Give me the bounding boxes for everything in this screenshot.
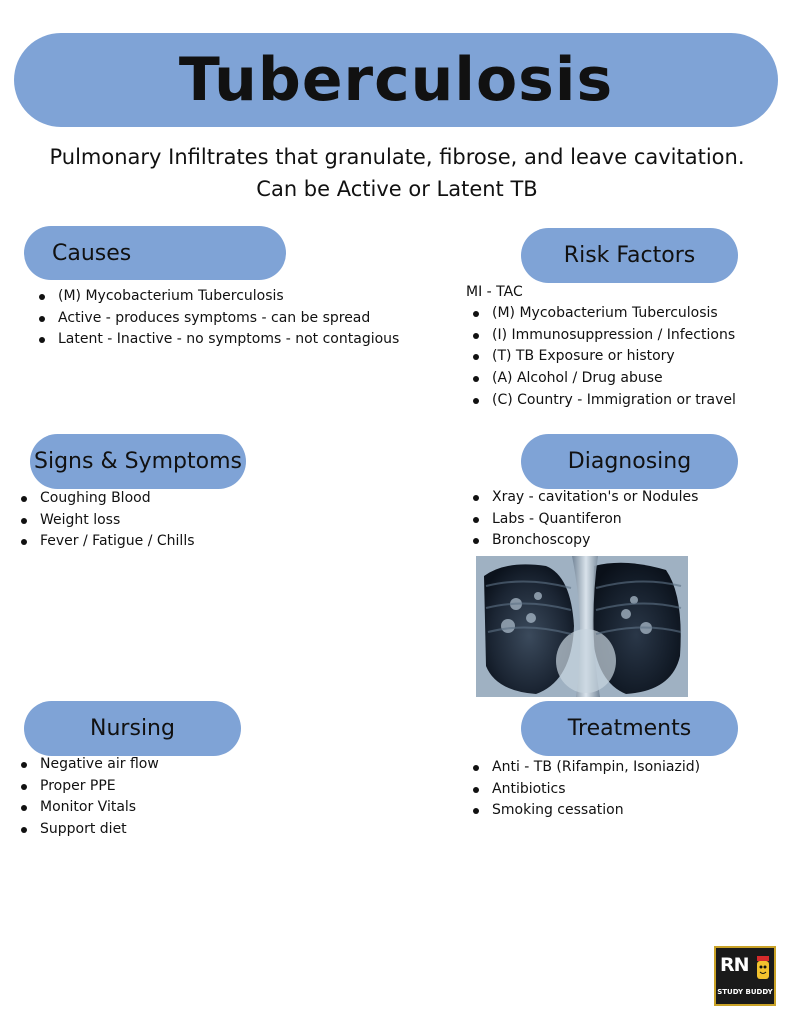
list-item: Proper PPE [18,776,159,798]
list-item: (I) Immunosuppression / Infections [470,325,736,347]
signs-symptoms-heading-pill [30,434,246,489]
list-item: (M) Mycobacterium Tuberculosis [36,286,399,308]
list-item: Xray - cavitation's or Nodules [470,487,698,509]
list-item: Smoking cessation [470,800,700,822]
causes-heading-pill [24,226,286,280]
risk-factors-list [470,303,736,412]
page-title: Tuberculosis [178,45,614,115]
list-item: Antibiotics [470,779,700,801]
list-item: Coughing Blood [18,488,195,510]
nursing-heading: Nursing [90,716,175,741]
signs-symptoms-heading: Signs & Symptoms [34,449,242,474]
chest-xray-drawing [476,556,688,697]
diagnosing-list [470,487,698,552]
mascot-icon [754,954,772,984]
subtitle-line-1: Pulmonary Infiltrates that granulate, fibrose, and leave cavitation. [49,145,745,169]
subtitle-line-2: Can be Active or Latent TB [256,177,538,201]
list-item: Support diet [18,819,159,841]
causes-list [36,286,399,351]
list-item: Bronchoscopy [470,530,698,552]
list-item: Latent - Inactive - no symptoms - not contagious [36,329,399,351]
title-banner [14,33,778,127]
diagnosing-heading-pill [521,434,738,489]
logo-text: RN [720,954,749,976]
list-item: (M) Mycobacterium Tuberculosis [470,303,736,325]
causes-heading: Causes [52,240,132,266]
list-item: (T) TB Exposure or history [470,346,736,368]
signs-symptoms-list [18,488,195,553]
list-item: Weight loss [18,510,195,532]
list-item: Negative air flow [18,754,159,776]
risk-factors-mnemonic: MI - TAC [466,284,523,300]
treatments-list [470,757,700,822]
diagnosing-heading: Diagnosing [567,449,692,474]
nursing-list [18,754,159,841]
list-item: Fever / Fatigue / Chills [18,531,195,553]
risk-factors-heading-pill [521,228,738,283]
list-item: (A) Alcohol / Drug abuse [470,368,736,390]
list-item: Labs - Quantiferon [470,509,698,531]
logo-subtext: STUDY BUDDY [717,988,773,996]
list-item: (C) Country - Immigration or travel [470,390,736,412]
chest-xray-image [476,556,688,697]
treatments-heading: Treatments [567,716,692,741]
treatments-heading-pill [521,701,738,756]
list-item: Anti - TB (Rifampin, Isoniazid) [470,757,700,779]
list-item: Monitor Vitals [18,797,159,819]
nursing-heading-pill [24,701,241,756]
risk-factors-heading: Risk Factors [563,243,696,268]
rn-study-buddy-logo [714,946,776,1006]
list-item: Active - produces symptoms - can be spread [36,308,399,330]
